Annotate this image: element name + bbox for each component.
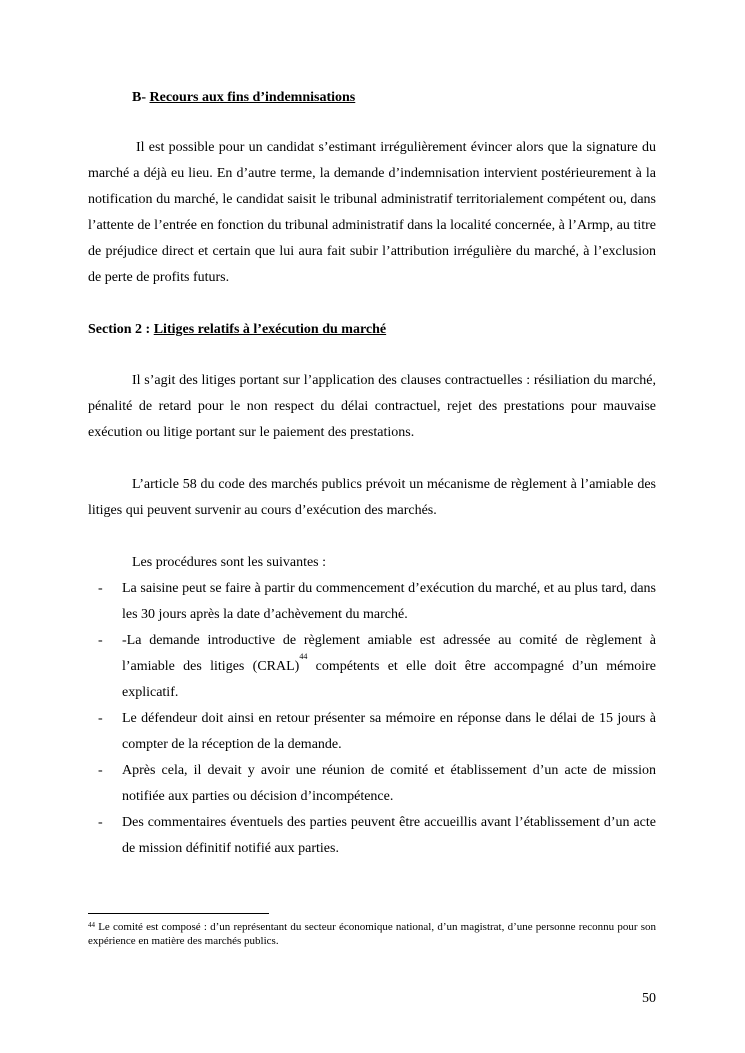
procedures-list	[88, 576, 656, 862]
list-item-text: La saisine peut se faire à partir du commencement d’exécution du marché, et au plus tard, dans les 30 jours après la date d’achèvement du marché.	[122, 581, 656, 622]
footnote-number: 44	[88, 921, 95, 929]
list-item	[88, 810, 656, 862]
subsection-prefix: B-	[132, 90, 150, 105]
section-heading	[88, 320, 656, 340]
footnote-separator	[88, 913, 269, 914]
list-item-text: -La demande introductive de règlement amiable est adressée au comité de règlement à l’amiable des litiges (CRAL)	[122, 633, 656, 674]
bullet-dash: -	[98, 763, 103, 778]
paragraph-indemnisation: Il est possible pour un candidat s’estimant irrégulièrement évincer alors que la signature du marché a déjà eu lieu. En d’autre terme, la demande d’indemnisation intervient postérieurement à la notification du marché, le candidat saisit le tribunal administratif territorialement compétent ou, dans l’attente de l’entrée en fonction du tribunal administratif dans la localité concernée, à l’Armp, au titre de préjudice direct et certain que lui aura fait subir l’attribution irrégulière du marché, à l’exclusion de perte de profits futurs.	[88, 140, 656, 285]
bullet-dash: -	[98, 711, 103, 726]
subsection-title: Recours aux fins d’indemnisations	[149, 90, 356, 105]
paragraph-litiges-definition: Il s’agit des litiges portant sur l’application des clauses contractuelles : résiliation du marché, pénalité de retard pour le non respect du délai contractuel, rejet des prestations pour mauvaise exécution ou litige portant sur le paiement des prestations.	[88, 373, 656, 440]
paragraph-article-58: L’article 58 du code des marchés publics prévoit un mécanisme de règlement à l’amiable des litiges qui peuvent survenir au cours d’exécution des marchés.	[88, 477, 656, 518]
list-item	[88, 628, 656, 706]
list-item-text: Après cela, il devait y avoir une réunion de comité et établissement d’un acte de mission notifiée aux parties ou décision d’incompétence.	[122, 763, 656, 804]
footnote	[88, 920, 656, 948]
procedures-intro: Les procédures sont les suivantes :	[132, 555, 327, 570]
page-number: 50	[642, 991, 656, 1006]
list-item-text: Des commentaires éventuels des parties peuvent être accueillis avant l’établissement d’un acte de mission définitif notifié aux parties.	[122, 815, 656, 856]
list-item	[88, 706, 656, 758]
subsection-heading-b	[88, 88, 700, 108]
list-item	[88, 758, 656, 810]
footnote-text: Le comité est composé : d’un représentant du secteur économique national, d’un magistrat, d’une personne reconnu pour son expérience en matière des marchés publics.	[88, 921, 656, 947]
bullet-dash: -	[98, 815, 103, 830]
list-item-text-continued: compétents et elle doit être accompagné d’un mémoire explicatif.	[122, 659, 656, 700]
section-title: Litiges relatifs à l’exécution du marché	[153, 322, 387, 337]
bullet-dash: -	[98, 581, 103, 596]
list-item-text: Le défendeur doit ainsi en retour présenter sa mémoire en réponse dans le délai de 15 jours à compter de la réception de la demande.	[122, 711, 656, 752]
list-item	[88, 576, 656, 628]
section-prefix: Section 2 :	[88, 322, 154, 337]
footnote-reference[interactable]: 44	[299, 652, 308, 661]
bullet-dash: -	[98, 633, 103, 648]
